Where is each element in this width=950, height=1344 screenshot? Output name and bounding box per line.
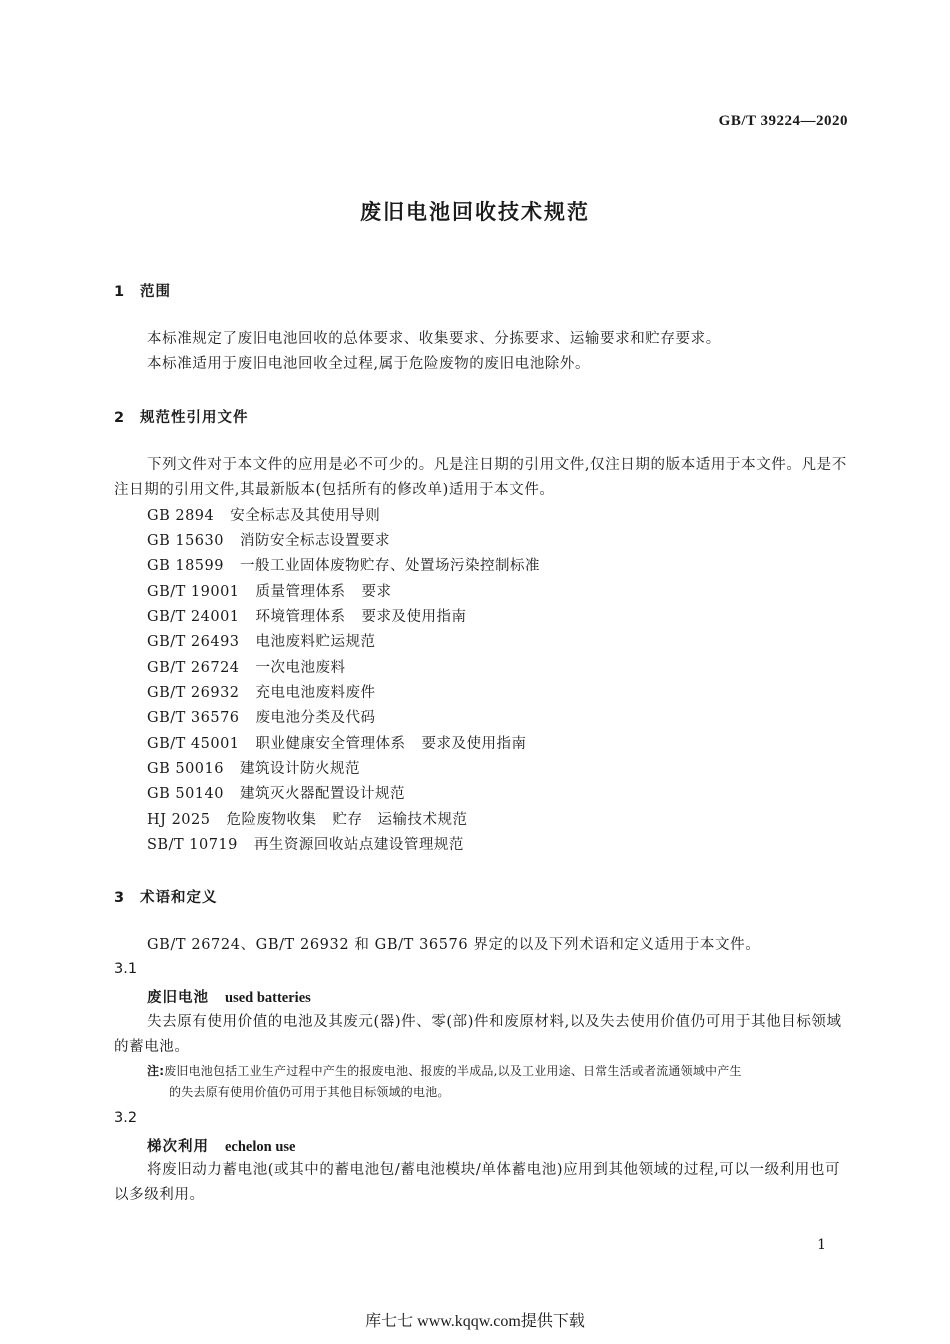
ref-code: SB/T 10719 [147, 837, 238, 853]
ref-item [147, 782, 405, 803]
ref-title: 废电池分类及代码 [255, 710, 376, 726]
ref-item [147, 630, 376, 651]
section-title: 规范性引用文件 [140, 410, 249, 426]
section-heading-normative-refs [114, 406, 249, 427]
ref-title-2: 贮存 运输技术规范 [332, 812, 468, 828]
note-label: 注: [147, 1064, 165, 1078]
download-footer: 库七七 www.kqqw.com提供下载 [365, 1313, 585, 1330]
section-heading-terms [114, 886, 218, 907]
ref-item [147, 529, 390, 550]
section-title: 范围 [140, 284, 171, 300]
ref-item [147, 706, 376, 727]
ref-title: 安全标志及其使用导则 [230, 508, 381, 524]
ref-item [147, 681, 376, 702]
ref-title-2: 要求及使用指南 [421, 736, 527, 752]
ref-title: 质量管理体系 [255, 584, 346, 600]
ref-title: 充电电池废料废件 [255, 685, 376, 701]
ref-item [147, 833, 464, 854]
ref-code: GB/T 26932 [147, 685, 240, 701]
ref-code: GB/T 24001 [147, 609, 240, 625]
term-en: echelon use [225, 1139, 296, 1155]
ref-item [147, 732, 527, 753]
ref-title: 建筑设计防火规范 [239, 761, 360, 777]
ref-code: GB/T 26724 [147, 660, 240, 676]
ref-code: HJ 2025 [147, 812, 211, 828]
standard-code: GB/T 39224—2020 [718, 113, 848, 129]
ref-code: GB/T 19001 [147, 584, 240, 600]
ref-code: GB/T 45001 [147, 736, 240, 752]
term-zh: 废旧电池 [147, 990, 209, 1006]
clause-number: 3.2 [114, 1110, 138, 1126]
ref-title: 环境管理体系 [255, 609, 346, 625]
ref-title-2: 要求及使用指南 [361, 609, 467, 625]
term-definition: 将废旧动力蓄电池(或其中的蓄电池包/蓄电池模块/单体蓄电池)应用到其他领域的过程,可以一级利用也可以多级利用。 [114, 1162, 841, 1203]
ref-title: 职业健康安全管理体系 [255, 736, 406, 752]
scope-paragraph-2: 本标准适用于废旧电池回收全过程,属于危险废物的废旧电池除外。 [147, 356, 591, 372]
section-number: 3 [114, 890, 126, 906]
ref-item [147, 504, 380, 525]
ref-item [147, 757, 360, 778]
term-note [147, 1061, 850, 1103]
ref-code: GB 15630 [147, 533, 224, 549]
ref-title: 消防安全标志设置要求 [239, 533, 390, 549]
ref-code: GB/T 36576 [147, 710, 240, 726]
note-text-line-1: 废旧电池包括工业生产过程中产生的报废电池、报废的半成品,以及工业用途、日常生活或者流通领域中产生 [164, 1064, 742, 1078]
term-en: used batteries [225, 990, 311, 1006]
section-number: 1 [114, 284, 126, 300]
term-definition: 失去原有使用价值的电池及其废元(器)件、零(部)件和废原材料,以及失去使用价值仍可用于其他目标领域的蓄电池。 [114, 1014, 842, 1055]
ref-item [147, 605, 467, 626]
ref-item [147, 554, 540, 575]
document-title: 废旧电池回收技术规范 [360, 200, 590, 224]
ref-title: 再生资源回收站点建设管理规范 [253, 837, 464, 853]
section-title: 术语和定义 [140, 890, 218, 906]
scope-paragraph-1: 本标准规定了废旧电池回收的总体要求、收集要求、分拣要求、运输要求和贮存要求。 [147, 331, 721, 347]
section-number: 2 [114, 410, 126, 426]
ref-item [147, 808, 467, 829]
ref-title: 一次电池废料 [255, 660, 346, 676]
page-number: 1 [817, 1237, 826, 1253]
ref-title-2: 要求 [361, 584, 392, 600]
ref-code: GB 50140 [147, 786, 224, 802]
ref-code: GB/T 26493 [147, 634, 240, 650]
term-entry [147, 1135, 295, 1156]
ref-title: 建筑灭火器配置设计规范 [239, 786, 405, 802]
ref-code: GB 50016 [147, 761, 224, 777]
section-heading-scope [114, 280, 171, 301]
ref-code: GB 2894 [147, 508, 215, 524]
terms-intro: GB/T 26724、GB/T 26932 和 GB/T 36576 界定的以及下列术语和定义适用于本文件。 [147, 937, 761, 953]
normative-refs-intro: 下列文件对于本文件的应用是必不可少的。凡是注日期的引用文件,仅注日期的版本适用于本文件。凡是不注日期的引用文件,其最新版本(包括所有的修改单)适用于本文件。 [114, 457, 847, 498]
ref-title: 电池废料贮运规范 [255, 634, 376, 650]
ref-title: 一般工业固体废物贮存、处置场污染控制标准 [239, 558, 540, 574]
ref-item [147, 656, 346, 677]
term-zh: 梯次利用 [147, 1139, 209, 1155]
ref-title: 危险废物收集 [226, 812, 317, 828]
ref-item [147, 580, 392, 601]
ref-code: GB 18599 [147, 558, 224, 574]
term-entry [147, 986, 311, 1007]
clause-number: 3.1 [114, 961, 138, 977]
note-text-line-2: 的失去原有使用价值仍可用于其他目标领域的电池。 [169, 1085, 450, 1099]
